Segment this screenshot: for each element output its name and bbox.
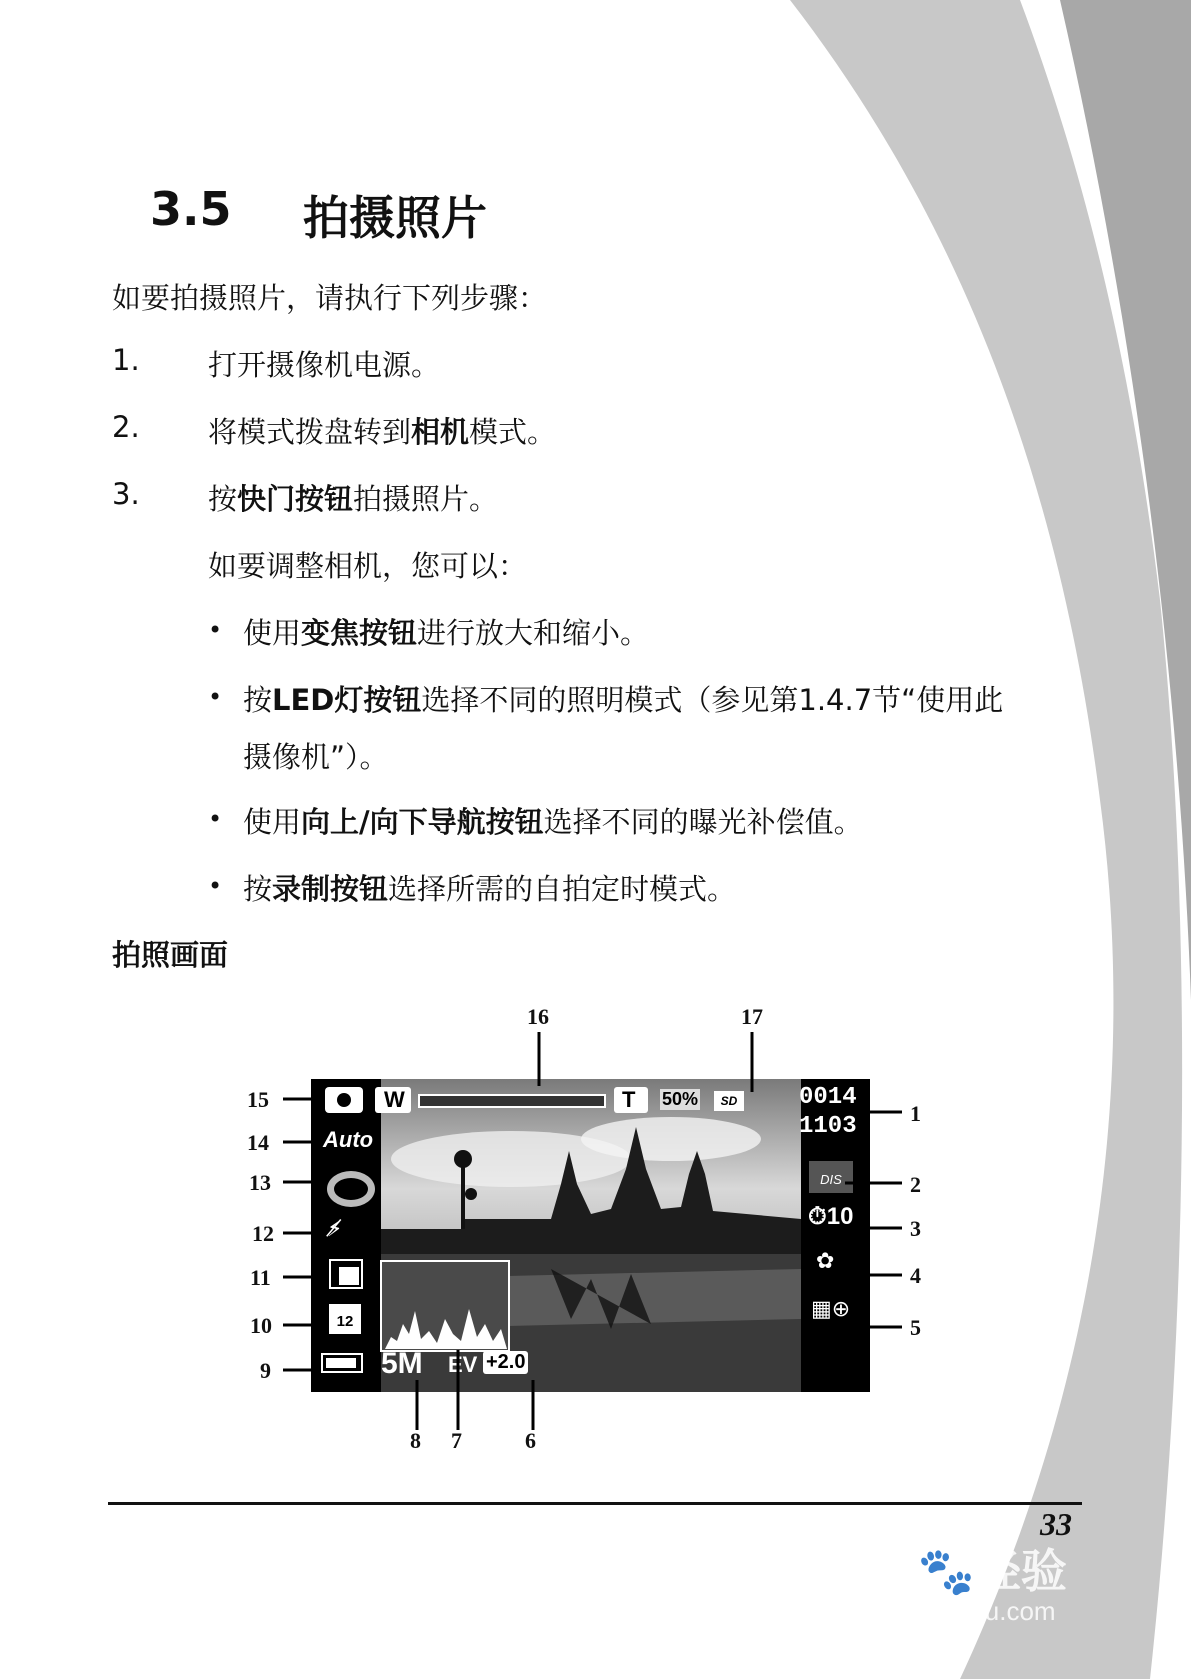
memory-usage: 50% bbox=[662, 1089, 699, 1109]
text-run: 选择所需的自拍定时模式。 bbox=[388, 872, 737, 906]
date-stamp-icon: 12 bbox=[329, 1304, 361, 1334]
watermark-brand2: 经验 bbox=[974, 1545, 1067, 1597]
callout-13: 13 bbox=[249, 1170, 271, 1195]
callout-11: 11 bbox=[250, 1265, 271, 1290]
step-number: 1. bbox=[112, 343, 140, 377]
footer-rule bbox=[108, 1502, 1082, 1505]
callout-14: 14 bbox=[247, 1130, 269, 1155]
step-number: 2. bbox=[112, 410, 140, 444]
page-number: 33 bbox=[1040, 1506, 1072, 1542]
callout-7: 7 bbox=[451, 1428, 462, 1453]
callout-16: 16 bbox=[527, 1004, 549, 1029]
sd-card-icon: SD bbox=[714, 1091, 744, 1111]
macro-flower-icon: ✿ bbox=[816, 1249, 835, 1274]
section-number: 3.5 bbox=[150, 182, 232, 236]
text-run: 打开摄像机电源。 bbox=[208, 348, 441, 382]
callout-2: 2 bbox=[910, 1172, 921, 1197]
text-run: 按 bbox=[243, 872, 273, 906]
intro-text: 如要拍摄照片，请执行下列步骤： bbox=[112, 281, 548, 315]
text-run: 使用 bbox=[243, 616, 302, 650]
text-run: 按 bbox=[243, 683, 273, 717]
bullet-dot: • bbox=[208, 872, 223, 900]
callout-10: 10 bbox=[250, 1313, 272, 1338]
image-size-label: 5M bbox=[381, 1347, 423, 1380]
text-run: 拍摄照片。 bbox=[353, 482, 499, 516]
text-run: 选择不同的照明模式（参见第1.4.7节“使用此 bbox=[421, 683, 1004, 717]
text-run: 使用 bbox=[243, 805, 302, 839]
bold-term: 快门按钮 bbox=[237, 482, 354, 516]
zoom-tele-label: T bbox=[622, 1087, 636, 1112]
callout-8: 8 bbox=[410, 1428, 421, 1453]
figure-title: 拍照画面 bbox=[112, 938, 229, 972]
ev-label: EV bbox=[448, 1352, 478, 1377]
callout-12: 12 bbox=[252, 1221, 274, 1246]
section-title: 拍摄照片 bbox=[303, 191, 487, 245]
callout-3: 3 bbox=[910, 1216, 921, 1241]
auto-scene-icon: Auto bbox=[323, 1127, 374, 1152]
ev-value: +2.0 bbox=[483, 1351, 528, 1374]
metering-icon: ▦⊕ bbox=[811, 1297, 851, 1322]
text-run: 进行放大和缩小。 bbox=[417, 616, 650, 650]
watermark-url: jingyan.baidu.com bbox=[846, 1596, 1056, 1626]
bold-term: 变焦按钮 bbox=[301, 616, 418, 650]
text-run: 模式。 bbox=[469, 415, 557, 449]
watermark-logo bbox=[846, 1535, 1067, 1601]
bold-term: LED灯按钮 bbox=[272, 683, 422, 717]
shots-remaining: 0014 bbox=[799, 1084, 857, 1111]
dis-icon: DIS bbox=[809, 1161, 853, 1193]
self-timer-icon: ⏱10 bbox=[808, 1203, 854, 1230]
zoom-wide-label: W bbox=[384, 1087, 405, 1112]
bullet-dot: • bbox=[208, 616, 223, 644]
bullet-dot: • bbox=[208, 805, 223, 833]
bold-term: 录制按钮 bbox=[272, 872, 389, 906]
callout-6: 6 bbox=[525, 1428, 536, 1453]
callout-5: 5 bbox=[910, 1315, 921, 1340]
callout-4: 4 bbox=[910, 1263, 921, 1288]
watermark-brand: Bai bbox=[846, 1545, 918, 1597]
bullet-dot: • bbox=[208, 683, 223, 711]
bold-term: 向上/向下导航按钮 bbox=[301, 805, 544, 839]
step-number: 3. bbox=[112, 477, 140, 511]
self-timer-value: 10 bbox=[826, 1203, 854, 1230]
paw-icon: 🐾 bbox=[917, 1545, 975, 1597]
flash-off-icon: ⚡̸ bbox=[327, 1217, 343, 1242]
callout-17: 17 bbox=[741, 1004, 763, 1029]
adjust-intro: 如要调整相机，您可以： bbox=[208, 549, 528, 583]
callout-9: 9 bbox=[260, 1358, 271, 1383]
resolution-code: 1103 bbox=[799, 1113, 857, 1140]
text-run: 按 bbox=[208, 482, 238, 516]
text-run: 将模式拨盘转到 bbox=[208, 415, 412, 449]
text-run: 摄像机”）。 bbox=[243, 740, 389, 774]
callout-15: 15 bbox=[247, 1087, 269, 1112]
text-run: 选择不同的曝光补偿值。 bbox=[543, 805, 863, 839]
bold-term: 相机 bbox=[411, 415, 470, 449]
callout-1: 1 bbox=[910, 1101, 921, 1126]
